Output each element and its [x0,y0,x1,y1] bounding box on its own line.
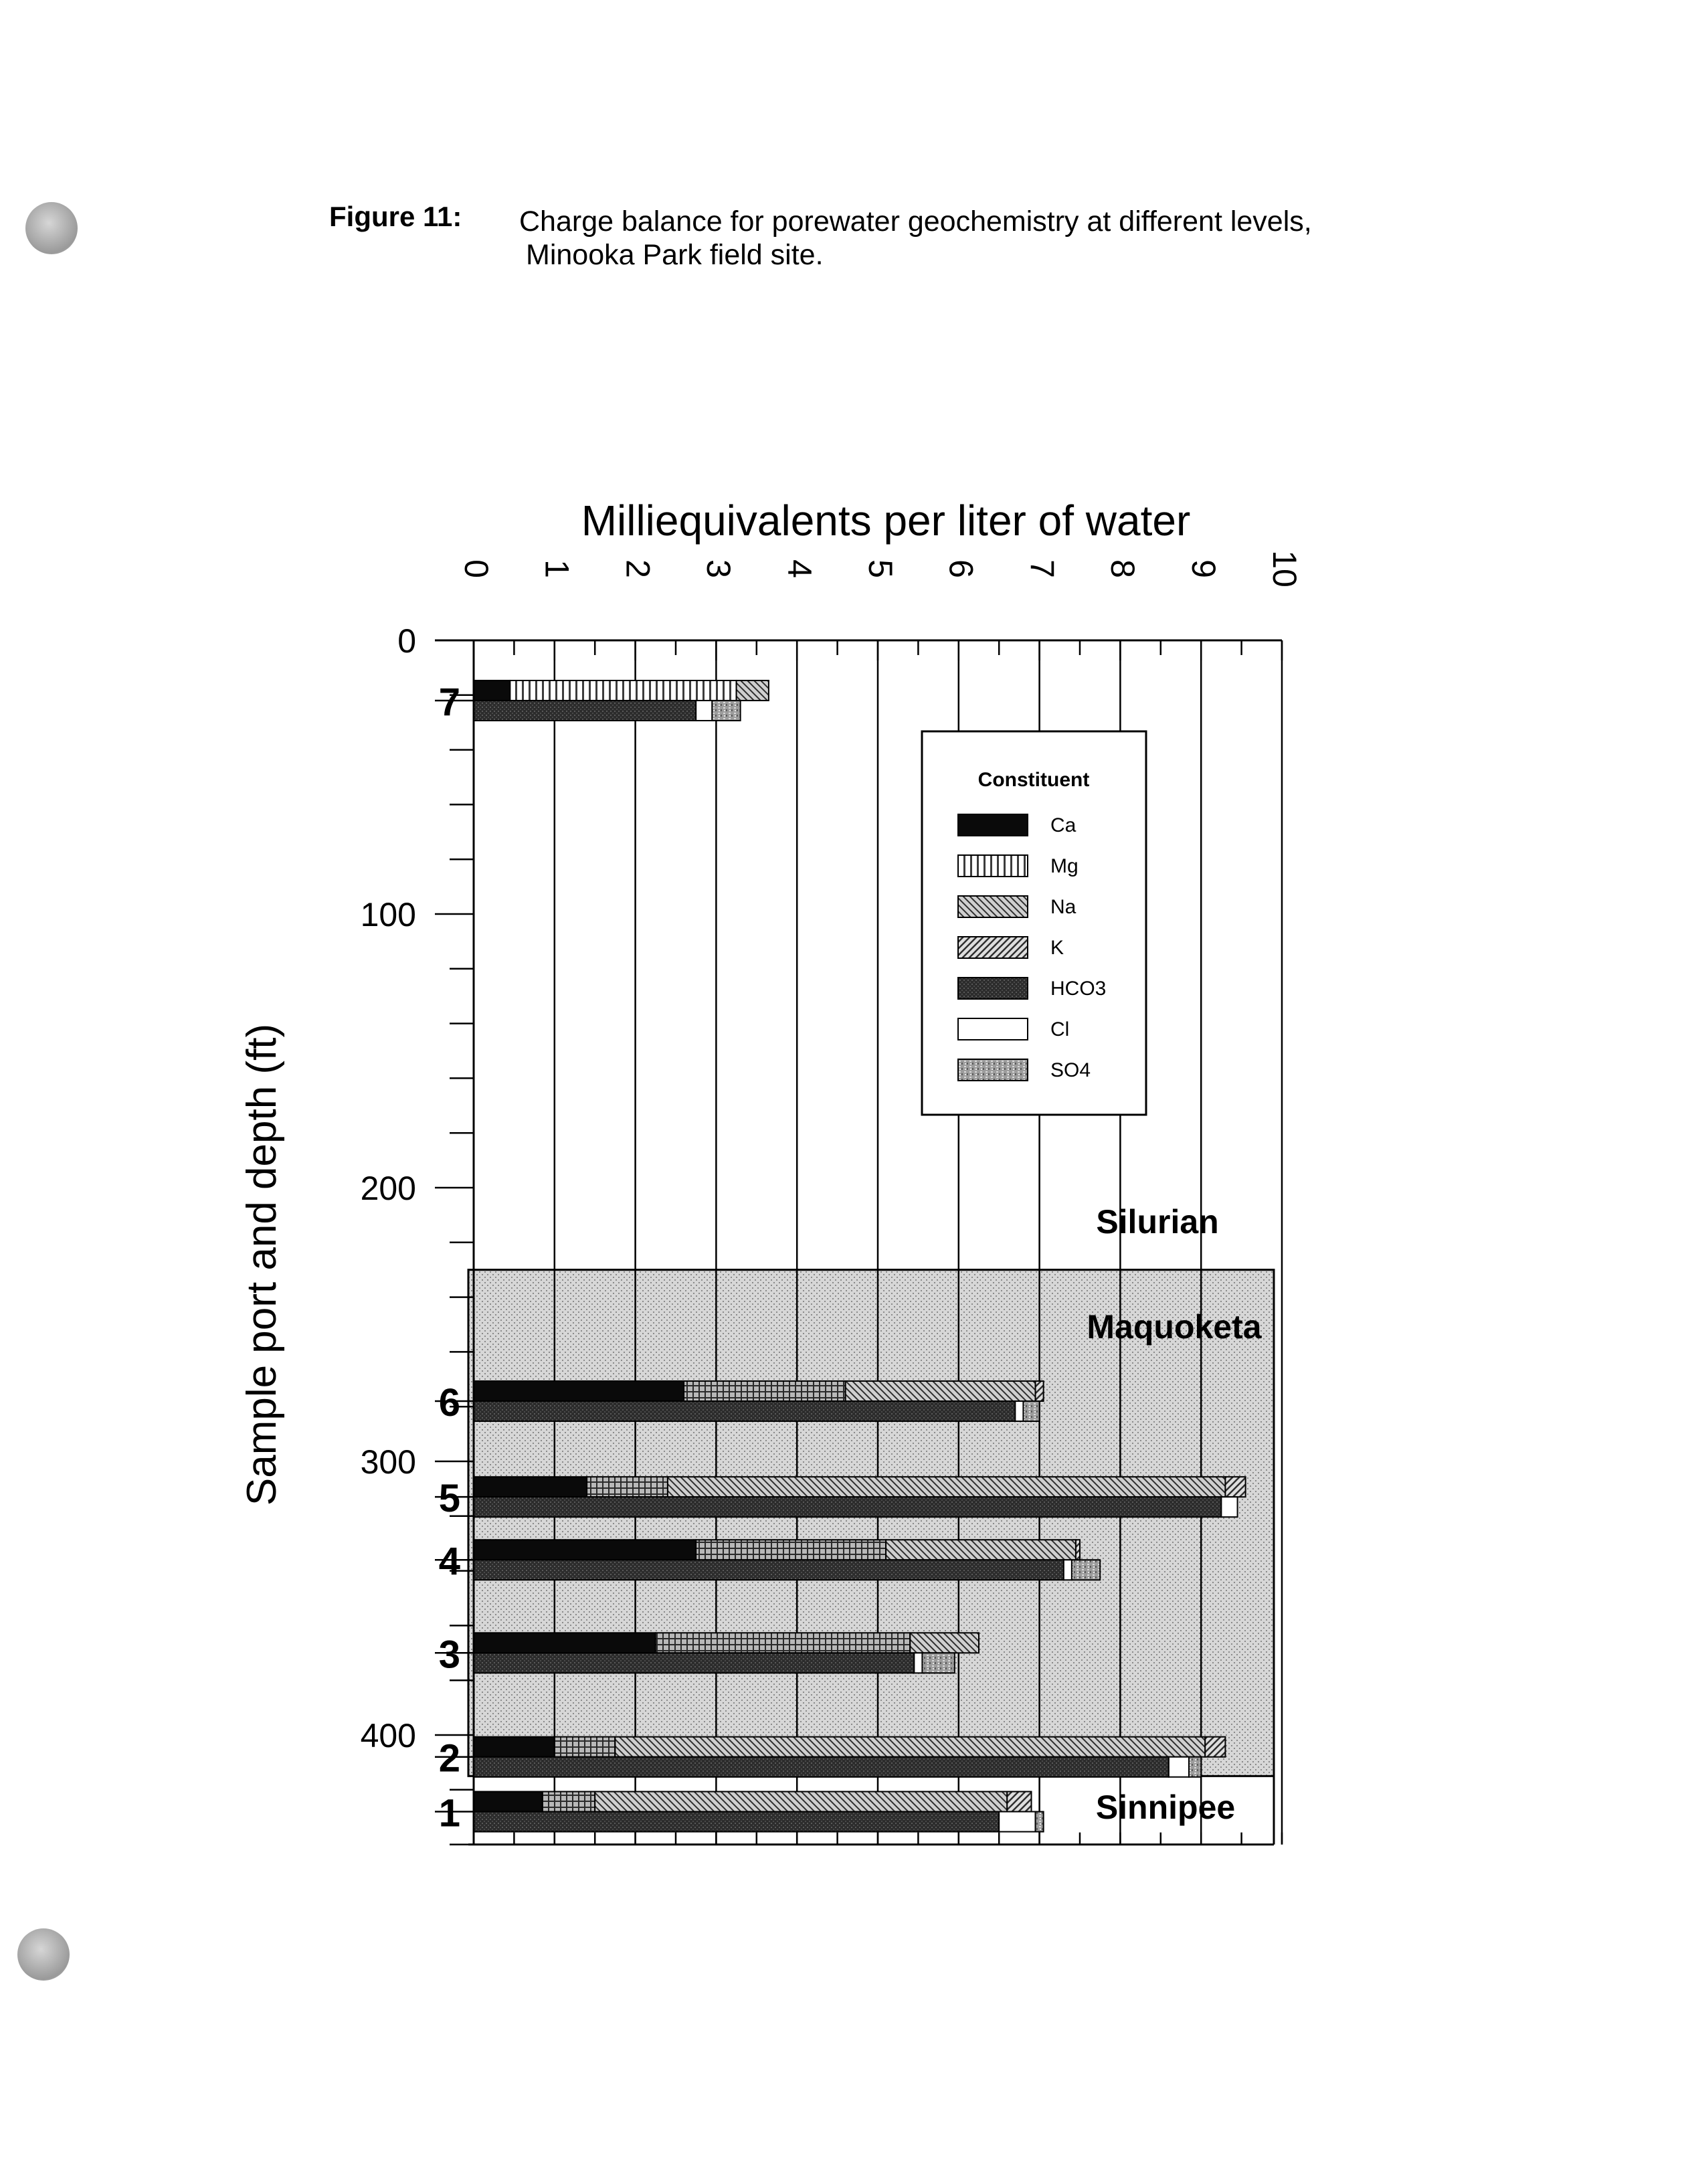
legend-label-cl: Cl [1050,1018,1070,1040]
x-tick-label-2: 2 [619,559,657,578]
bar-port-5-na [668,1477,1226,1497]
port-label-3: 3 [438,1633,460,1677]
bar-port-6-cl [1015,1401,1023,1421]
legend-label-mg: Mg [1050,855,1079,877]
figure-label: Figure 11: [329,201,462,232]
legend-label-na: Na [1050,896,1077,918]
legend-swatch-hco3 [958,978,1028,999]
bar-port-2-mg [555,1737,616,1757]
bar-port-3-mg [656,1633,911,1653]
bar-port-6-ca [474,1381,684,1401]
port-label-4: 4 [438,1540,460,1584]
x-tick-label-0: 0 [457,559,495,578]
legend-label-so4: SO4 [1050,1059,1091,1081]
bar-port-1-mg [543,1792,595,1812]
legend-label-hco3: HCO3 [1050,978,1107,1000]
legend-label-k: K [1050,937,1064,959]
bar-port-4-ca [474,1540,696,1560]
zone-label-sinnipee: Sinnipee [1095,1789,1236,1826]
bar-port-7-na [737,680,769,701]
y-tick-label-100: 100 [360,896,416,933]
bar-port-6-na [846,1381,1036,1401]
chart-title: Milliequivalents per liter of water [581,496,1191,545]
figure-caption-line-2: Minooka Park field site. [526,239,824,271]
zone-maquoketa [468,1270,1274,1777]
bar-port-5-ca [474,1477,587,1497]
x-tick-label-8: 8 [1104,559,1142,578]
port-label-7: 7 [438,680,460,724]
bar-port-4-cl [1064,1560,1072,1580]
bar-port-3-hco3 [474,1653,914,1673]
zone-label-maquoketa: Maquoketa [1087,1308,1262,1346]
legend-swatch-mg [958,855,1028,877]
port-label-2: 2 [438,1736,460,1781]
legend [922,731,1146,1115]
x-tick-label-6: 6 [942,559,980,578]
bar-port-2-cl [1169,1757,1189,1777]
bar-port-6-so4 [1023,1401,1039,1421]
x-tick-label-9: 9 [1184,559,1222,578]
bar-port-6-hco3 [474,1401,1015,1421]
bar-port-2-ca [474,1737,555,1757]
bar-port-5-cl [1221,1497,1237,1517]
bar-port-3-na [910,1633,979,1653]
bar-port-1-so4 [1036,1812,1044,1832]
bar-port-2-hco3 [474,1757,1169,1777]
x-tick-label-3: 3 [700,559,738,578]
x-tick-label-7: 7 [1023,559,1061,578]
bar-port-4-k [1076,1540,1080,1560]
bar-port-2-so4 [1189,1757,1201,1777]
port-label-6: 6 [438,1381,460,1425]
y-tick-label-300: 300 [360,1443,416,1481]
bar-port-4-so4 [1072,1560,1100,1580]
legend-swatch-cl [958,1018,1028,1040]
bar-port-2-k [1205,1737,1225,1757]
zone-label-silurian: Silurian [1096,1203,1219,1241]
bar-port-1-na [595,1792,1007,1812]
bar-port-7-so4 [712,701,740,721]
bar-port-7-hco3 [474,701,696,721]
bar-port-5-hco3 [474,1497,1221,1517]
bar-port-3-so4 [922,1653,954,1673]
bar-port-7-ca [474,680,510,701]
y-axis-label: Sample port and depth (ft) [239,1023,285,1506]
port-label-5: 5 [438,1477,460,1521]
y-tick-label-400: 400 [360,1717,416,1754]
legend-label-ca: Ca [1050,814,1077,836]
legend-swatch-k [958,937,1028,958]
x-tick-label-4: 4 [780,559,818,578]
legend-title: Constituent [977,769,1090,791]
bar-port-3-ca [474,1633,656,1653]
bar-port-1-k [1007,1792,1031,1812]
bar-port-2-na [615,1737,1205,1757]
bar-port-3-cl [914,1653,922,1673]
figure-caption-line-1: Charge balance for porewater geochemistry at different levels, [519,205,1312,238]
legend-swatch-ca [958,814,1028,836]
bar-port-5-k [1225,1477,1245,1497]
bar-port-6-k [1036,1381,1044,1401]
bar-port-5-mg [587,1477,668,1497]
bar-port-4-na [886,1540,1076,1560]
legend-swatch-na [958,896,1028,917]
bar-port-6-mg [684,1381,846,1401]
y-tick-label-200: 200 [360,1170,416,1207]
bar-port-1-cl [999,1812,1035,1832]
legend-swatch-so4 [958,1059,1028,1081]
x-tick-label-1: 1 [538,559,576,578]
x-tick-label-5: 5 [861,559,899,578]
bar-port-4-mg [696,1540,886,1560]
port-label-1: 1 [438,1791,460,1835]
x-tick-label-10: 10 [1265,550,1303,587]
bar-port-4-hco3 [474,1560,1064,1580]
y-tick-label-0: 0 [397,622,416,660]
bar-port-7-mg [510,680,736,701]
bar-port-1-hco3 [474,1812,999,1832]
bar-port-1-ca [474,1792,543,1812]
bar-port-7-cl [696,701,712,721]
